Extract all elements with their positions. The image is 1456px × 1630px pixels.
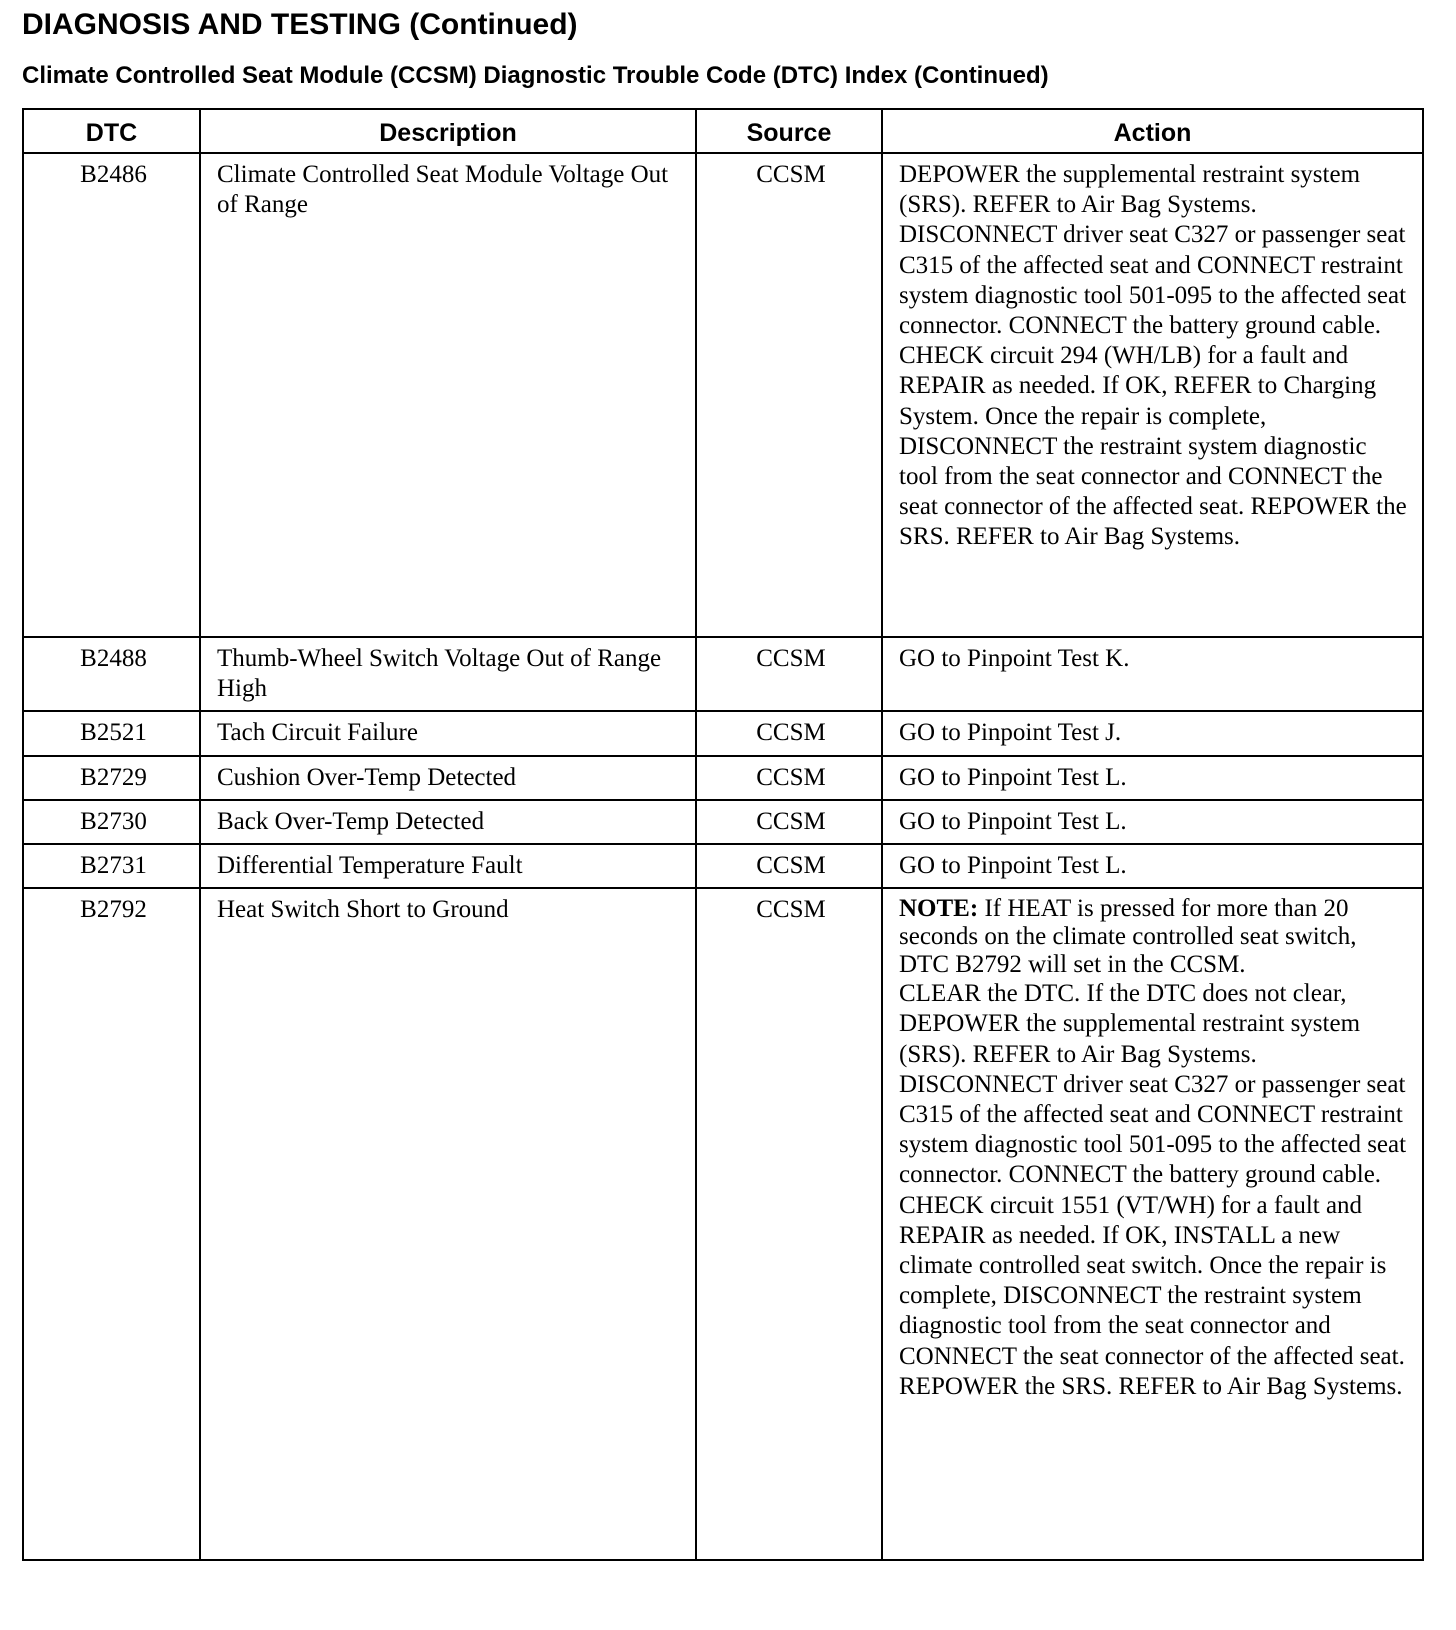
dtc-description: Back Over-Temp Detected xyxy=(200,800,696,844)
dtc-source: CCSM xyxy=(696,844,882,888)
dtc-code: B2521 xyxy=(23,711,200,755)
dtc-action: CLEAR the DTC. If the DTC does not clear, DEPOWER the supplemental restraint system (SRS). REFER to Air Bag Systems. DISCONNECT driver seat C327 or passenger seat C315 of the affected seat and CONNECT restraint system diagnostic tool 501-095 to the affected seat connector. CONNECT the battery ground cable. CHECK circuit 1551 (VT/WH) for a fault and REPAIR as needed. If OK, INSTALL a new climate controlled seat switch. Once the repair is complete, DISCONNECT the restraint system diagnostic tool from the seat connector and CONNECT the seat connector of the affected seat. REPOWER the SRS. REFER to Air Bag Systems. xyxy=(899,980,1407,1400)
dtc-action: GO to Pinpoint Test J. xyxy=(882,711,1423,755)
dtc-code: B2488 xyxy=(23,637,200,711)
dtc-action: GO to Pinpoint Test L. xyxy=(882,800,1423,844)
table-row xyxy=(23,153,1423,637)
dtc-description: Heat Switch Short to Ground xyxy=(200,888,696,1560)
dtc-description: Tach Circuit Failure xyxy=(200,711,696,755)
dtc-source: CCSM xyxy=(696,756,882,800)
dtc-description: Climate Controlled Seat Module Voltage Out of Range xyxy=(200,153,696,637)
column-header-source: Source xyxy=(696,109,882,153)
dtc-action: GO to Pinpoint Test L. xyxy=(882,756,1423,800)
dtc-action: DEPOWER the supplemental restraint system (SRS). REFER to Air Bag Systems. DISCONNECT driver seat C327 or passenger seat C315 of the affected seat and CONNECT restraint system diagnostic tool 501-095 to the affected seat connector. CONNECT the battery ground cable. CHECK circuit 294 (WH/LB) for a fault and REPAIR as needed. If OK, REFER to Charging System. Once the repair is complete, DISCONNECT the restraint system diagnostic tool from the seat connector and CONNECT the seat connector of the affected seat. REPOWER the SRS. REFER to Air Bag Systems. xyxy=(882,153,1423,637)
column-header-description: Description xyxy=(200,109,696,153)
dtc-code: B2729 xyxy=(23,756,200,800)
table-header-row xyxy=(23,109,1423,153)
column-header-action: Action xyxy=(882,109,1423,153)
dtc-index-table xyxy=(22,108,1424,1561)
dtc-source: CCSM xyxy=(696,888,882,1560)
table-title: Climate Controlled Seat Module (CCSM) Diagnostic Trouble Code (DTC) Index (Continued) xyxy=(22,62,1049,89)
dtc-source: CCSM xyxy=(696,800,882,844)
table-row xyxy=(23,711,1423,755)
dtc-action-cell xyxy=(882,888,1423,1560)
dtc-source: CCSM xyxy=(696,637,882,711)
note-label: NOTE: xyxy=(899,895,979,923)
dtc-description: Differential Temperature Fault xyxy=(200,844,696,888)
dtc-action: GO to Pinpoint Test L. xyxy=(882,844,1423,888)
table-row xyxy=(23,756,1423,800)
dtc-action: GO to Pinpoint Test K. xyxy=(882,637,1423,711)
dtc-source: CCSM xyxy=(696,153,882,637)
table-row xyxy=(23,800,1423,844)
dtc-code: B2731 xyxy=(23,844,200,888)
note-block xyxy=(899,895,1410,979)
dtc-code: B2730 xyxy=(23,800,200,844)
dtc-code: B2792 xyxy=(23,888,200,1560)
column-header-dtc: DTC xyxy=(23,109,200,153)
dtc-code: B2486 xyxy=(23,153,200,637)
note-text: If HEAT is pressed for more than 20 seconds on the climate controlled seat switch, DTC B2792 will set in the CCSM. xyxy=(899,895,1357,979)
table-row xyxy=(23,637,1423,711)
page-title: DIAGNOSIS AND TESTING (Continued) xyxy=(22,8,578,41)
dtc-source: CCSM xyxy=(696,711,882,755)
dtc-description: Cushion Over-Temp Detected xyxy=(200,756,696,800)
table-row xyxy=(23,888,1423,1560)
table-row xyxy=(23,844,1423,888)
dtc-description: Thumb-Wheel Switch Voltage Out of Range High xyxy=(200,637,696,711)
